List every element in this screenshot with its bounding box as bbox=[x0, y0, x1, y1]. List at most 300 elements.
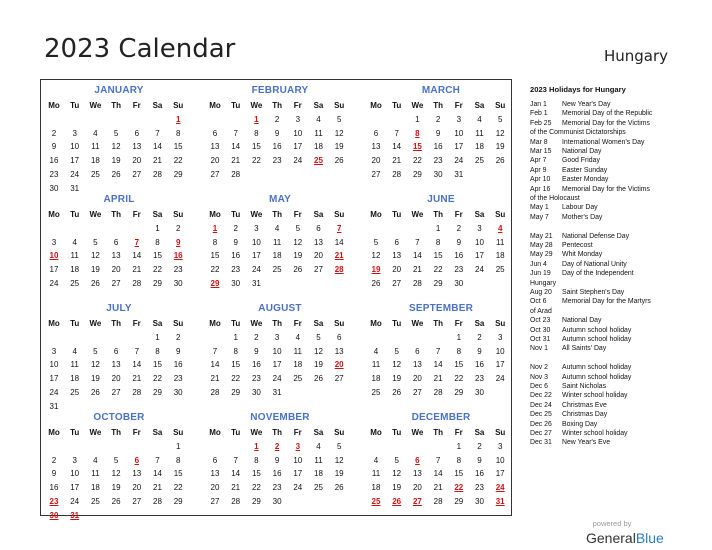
day-cell: 20 bbox=[132, 156, 142, 166]
day-cell: 2 bbox=[435, 115, 441, 124]
day-cell: 3 bbox=[295, 115, 301, 124]
day-cell: 5 bbox=[394, 346, 399, 356]
holiday-name: Memorial Day for the Victims bbox=[562, 185, 650, 193]
day-cell: 10 bbox=[293, 128, 303, 138]
weekday-header: Tu bbox=[392, 319, 402, 328]
day-cell: 5 bbox=[336, 115, 342, 124]
day-cell: 15 bbox=[173, 142, 183, 152]
day-cell: 7 bbox=[415, 237, 420, 247]
holiday-name: International Women's Day bbox=[562, 138, 645, 146]
day-cell: 19 bbox=[90, 374, 100, 384]
day-cell: 23 bbox=[454, 265, 464, 275]
day-cell: 17 bbox=[293, 142, 303, 152]
weekday-header: Fr bbox=[454, 101, 463, 110]
day-cell: 22 bbox=[251, 156, 261, 166]
day-cell: 24 bbox=[251, 265, 261, 275]
day-cell: 22 bbox=[173, 156, 183, 166]
day-cell: 8 bbox=[456, 346, 462, 356]
day-cell: 16 bbox=[272, 469, 282, 479]
day-cell: 4 bbox=[72, 237, 77, 247]
day-cell: 2 bbox=[175, 333, 181, 342]
weekday-header: Mo bbox=[48, 210, 60, 219]
day-cell: 3 bbox=[51, 237, 57, 247]
month-name: MAY bbox=[269, 194, 291, 205]
day-cell: 16 bbox=[49, 156, 59, 166]
holiday-date: May 7 bbox=[530, 213, 549, 221]
day-cell: 26 bbox=[334, 156, 344, 166]
holiday-name: Winter school holiday bbox=[562, 392, 628, 400]
day-cell: 13 bbox=[314, 237, 323, 247]
day-cell: 1 bbox=[456, 333, 462, 342]
day-cell: 19 bbox=[334, 142, 344, 152]
day-cell: 15 bbox=[231, 360, 241, 370]
day-cell: 7 bbox=[435, 346, 441, 356]
day-cell: 27 bbox=[412, 387, 422, 397]
day-cell: 1 bbox=[155, 224, 160, 233]
holiday-date: May 28 bbox=[530, 242, 553, 250]
holiday-day: 16 bbox=[173, 251, 183, 261]
day-cell: 5 bbox=[394, 455, 399, 465]
day-cell: 3 bbox=[254, 224, 259, 233]
weekday-header: Tu bbox=[392, 428, 402, 437]
weekday-header: Fr bbox=[454, 319, 463, 328]
brand-blue: Blue bbox=[635, 530, 664, 546]
day-cell: 11 bbox=[496, 237, 505, 247]
day-cell: 9 bbox=[254, 346, 259, 356]
day-cell: 27 bbox=[210, 496, 220, 506]
day-cell: 11 bbox=[70, 251, 79, 261]
day-cell: 26 bbox=[111, 496, 121, 506]
day-cell: 17 bbox=[49, 374, 59, 384]
weekday-header: Sa bbox=[474, 428, 485, 437]
day-cell: 19 bbox=[495, 142, 505, 152]
weekday-header: Tu bbox=[231, 428, 241, 437]
day-cell: 26 bbox=[90, 278, 100, 288]
day-cell: 9 bbox=[477, 455, 482, 465]
day-cell: 1 bbox=[435, 224, 441, 233]
day-cell: 26 bbox=[90, 387, 100, 397]
day-cell: 31 bbox=[251, 278, 261, 288]
holiday-date: Jan 1 bbox=[530, 101, 547, 109]
day-cell: 16 bbox=[433, 142, 443, 152]
weekday-header: Sa bbox=[313, 210, 324, 219]
day-cell: 15 bbox=[454, 360, 464, 370]
brand-name bbox=[586, 530, 664, 546]
holiday-day: 25 bbox=[371, 496, 381, 506]
day-cell: 2 bbox=[274, 115, 280, 124]
day-cell: 27 bbox=[210, 169, 220, 179]
day-cell: 25 bbox=[70, 387, 80, 397]
holiday-name: Good Friday bbox=[562, 157, 600, 165]
weekday-header: Fr bbox=[454, 210, 463, 219]
day-cell: 19 bbox=[334, 469, 344, 479]
holiday-day: 27 bbox=[412, 496, 422, 506]
weekday-header: Su bbox=[334, 210, 345, 219]
day-cell: 19 bbox=[392, 483, 402, 493]
holiday-date: Apr 16 bbox=[530, 185, 551, 193]
day-cell: 15 bbox=[153, 360, 162, 370]
holiday-name: Memorial Day of the Republic bbox=[562, 110, 653, 118]
holiday-name: National Day bbox=[562, 317, 602, 325]
holiday-name: Day of the Independent bbox=[562, 270, 634, 278]
day-cell: 26 bbox=[371, 278, 381, 288]
weekday-header: We bbox=[411, 428, 424, 437]
weekday-header: We bbox=[89, 428, 102, 437]
day-cell: 18 bbox=[314, 469, 323, 479]
weekday-header: We bbox=[411, 101, 424, 110]
day-cell: 23 bbox=[251, 374, 261, 384]
day-cell: 3 bbox=[72, 128, 77, 138]
day-cell: 15 bbox=[210, 251, 220, 261]
month-name: MARCH bbox=[421, 85, 461, 96]
month-name: APRIL bbox=[103, 194, 135, 205]
holiday-name: Christmas Eve bbox=[562, 401, 607, 409]
day-cell: 12 bbox=[392, 469, 402, 479]
day-cell: 7 bbox=[212, 346, 218, 356]
holiday-name-continued: Hungary bbox=[530, 279, 557, 287]
day-cell: 14 bbox=[392, 142, 402, 152]
day-cell: 22 bbox=[153, 265, 162, 275]
day-cell: 7 bbox=[134, 346, 140, 356]
holiday-name: Pentecost bbox=[562, 242, 593, 250]
holiday-day: 7 bbox=[336, 224, 342, 233]
day-cell: 29 bbox=[433, 278, 443, 288]
day-cell: 18 bbox=[314, 142, 323, 152]
day-cell: 18 bbox=[70, 265, 80, 275]
day-cell: 5 bbox=[93, 346, 98, 356]
day-cell: 21 bbox=[412, 265, 422, 275]
day-cell: 13 bbox=[132, 469, 142, 479]
day-cell: 10 bbox=[251, 237, 261, 247]
weekday-header: Mo bbox=[209, 210, 221, 219]
day-cell: 22 bbox=[173, 483, 183, 493]
day-cell: 8 bbox=[435, 237, 441, 247]
day-cell: 3 bbox=[497, 333, 503, 342]
holiday-date: Dec 24 bbox=[530, 401, 552, 409]
day-cell: 9 bbox=[233, 237, 238, 247]
holiday-date: Mar 15 bbox=[530, 148, 552, 156]
day-cell: 29 bbox=[153, 387, 162, 397]
holiday-name: Saint Stephen's Day bbox=[562, 289, 625, 297]
day-cell: 25 bbox=[90, 496, 100, 506]
day-cell: 19 bbox=[90, 265, 100, 275]
day-cell: 19 bbox=[111, 156, 121, 166]
day-cell: 24 bbox=[495, 374, 505, 384]
weekday-header: We bbox=[89, 210, 102, 219]
day-cell: 3 bbox=[72, 455, 77, 465]
day-cell: 13 bbox=[334, 346, 344, 356]
day-cell: 5 bbox=[497, 115, 503, 124]
day-cell: 24 bbox=[70, 169, 80, 179]
day-cell: 12 bbox=[90, 360, 100, 370]
day-cell: 28 bbox=[132, 278, 142, 288]
day-cell: 9 bbox=[456, 237, 462, 247]
month-name: FEBRUARY bbox=[251, 85, 309, 96]
holiday-name: Christmas Day bbox=[562, 411, 608, 419]
day-cell: 25 bbox=[371, 387, 381, 397]
day-cell: 9 bbox=[175, 346, 181, 356]
day-cell: 4 bbox=[316, 442, 321, 451]
day-cell: 23 bbox=[49, 169, 59, 179]
day-cell: 20 bbox=[371, 156, 381, 166]
day-cell: 13 bbox=[412, 360, 422, 370]
holiday-day: 28 bbox=[334, 265, 344, 275]
holiday-day: 22 bbox=[454, 483, 464, 493]
holidays-title: 2023 Holidays for Hungary bbox=[530, 85, 626, 94]
weekday-header: Fr bbox=[132, 101, 141, 110]
holiday-day: 10 bbox=[49, 251, 59, 261]
day-cell: 17 bbox=[251, 251, 261, 261]
holiday-date: May 1 bbox=[530, 204, 549, 212]
holiday-name: Whit Monday bbox=[562, 251, 603, 259]
day-cell: 9 bbox=[51, 469, 57, 479]
month-name: DECEMBER bbox=[411, 412, 471, 423]
day-cell: 6 bbox=[113, 237, 119, 247]
weekday-header: Sa bbox=[474, 319, 485, 328]
day-cell: 4 bbox=[93, 455, 98, 465]
weekday-header: Sa bbox=[313, 428, 324, 437]
day-cell: 14 bbox=[433, 469, 443, 479]
day-cell: 7 bbox=[394, 128, 399, 138]
day-cell: 17 bbox=[454, 142, 464, 152]
day-cell: 12 bbox=[90, 251, 100, 261]
day-cell: 10 bbox=[272, 346, 282, 356]
day-cell: 9 bbox=[274, 128, 280, 138]
day-cell: 11 bbox=[371, 360, 381, 370]
day-cell: 17 bbox=[495, 360, 505, 370]
day-cell: 14 bbox=[132, 251, 142, 261]
holiday-name: New Year's Day bbox=[562, 101, 611, 109]
day-cell: 29 bbox=[251, 496, 261, 506]
day-cell: 24 bbox=[454, 156, 464, 166]
day-cell: 13 bbox=[210, 142, 220, 152]
weekday-header: Th bbox=[272, 319, 282, 328]
holiday-name: Autumn school holiday bbox=[562, 364, 632, 372]
day-cell: 5 bbox=[113, 128, 119, 138]
day-cell: 18 bbox=[371, 483, 381, 493]
day-cell: 22 bbox=[231, 374, 241, 384]
day-cell: 27 bbox=[371, 169, 381, 179]
day-cell: 5 bbox=[113, 455, 119, 465]
day-cell: 29 bbox=[454, 496, 464, 506]
day-cell: 24 bbox=[70, 496, 80, 506]
holiday-name: Boxing Day bbox=[562, 420, 598, 428]
day-cell: 28 bbox=[231, 496, 241, 506]
weekday-header: Su bbox=[334, 319, 345, 328]
day-cell: 13 bbox=[412, 469, 422, 479]
holiday-day: 2 bbox=[274, 442, 280, 451]
day-cell: 18 bbox=[475, 142, 484, 152]
holiday-date: Dec 22 bbox=[530, 392, 552, 400]
day-cell: 17 bbox=[272, 360, 282, 370]
day-cell: 8 bbox=[155, 346, 160, 356]
day-cell: 4 bbox=[373, 346, 379, 356]
day-cell: 15 bbox=[251, 469, 261, 479]
day-cell: 16 bbox=[173, 360, 183, 370]
weekday-header: Sa bbox=[474, 210, 485, 219]
day-cell: 8 bbox=[254, 455, 259, 465]
holiday-day: 1 bbox=[254, 115, 259, 124]
day-cell: 21 bbox=[153, 483, 162, 493]
day-cell: 6 bbox=[336, 333, 342, 342]
brand-general: General bbox=[586, 530, 636, 546]
day-cell: 6 bbox=[373, 128, 379, 138]
weekday-header: We bbox=[89, 319, 102, 328]
day-cell: 31 bbox=[70, 183, 80, 193]
holiday-day: 1 bbox=[175, 115, 181, 124]
holiday-name: Autumn school holiday bbox=[562, 326, 632, 334]
weekday-header: Th bbox=[433, 210, 443, 219]
weekday-header: Th bbox=[111, 210, 121, 219]
day-cell: 14 bbox=[153, 142, 162, 152]
day-cell: 20 bbox=[210, 156, 220, 166]
day-cell: 6 bbox=[134, 128, 140, 138]
holiday-name: Memorial Day for the Martyrs bbox=[562, 298, 651, 306]
day-cell: 16 bbox=[454, 251, 464, 261]
day-cell: 22 bbox=[412, 156, 422, 166]
day-cell: 11 bbox=[314, 455, 323, 465]
weekday-header: Su bbox=[495, 210, 506, 219]
day-cell: 28 bbox=[392, 169, 402, 179]
day-cell: 25 bbox=[495, 265, 505, 275]
day-cell: 6 bbox=[316, 224, 321, 233]
day-cell: 19 bbox=[111, 483, 121, 493]
day-cell: 29 bbox=[173, 496, 183, 506]
day-cell: 26 bbox=[392, 387, 402, 397]
calendar-grid bbox=[40, 79, 512, 520]
day-cell: 20 bbox=[412, 374, 422, 384]
weekday-header: Tu bbox=[70, 210, 80, 219]
holiday-name: Labour Day bbox=[562, 204, 598, 212]
weekday-header: Sa bbox=[152, 101, 163, 110]
day-cell: 23 bbox=[173, 265, 183, 275]
day-cell: 30 bbox=[49, 183, 59, 193]
day-cell: 12 bbox=[495, 128, 505, 138]
day-cell: 28 bbox=[433, 496, 443, 506]
holiday-name: Autumn school holiday bbox=[562, 373, 632, 381]
day-cell: 11 bbox=[293, 346, 302, 356]
holiday-name: All Saints' Day bbox=[562, 345, 607, 353]
day-cell: 6 bbox=[415, 346, 420, 356]
day-cell: 11 bbox=[70, 360, 79, 370]
day-cell: 12 bbox=[334, 455, 344, 465]
weekday-header: Fr bbox=[132, 210, 141, 219]
day-cell: 5 bbox=[373, 237, 379, 247]
weekday-header: Sa bbox=[313, 101, 324, 110]
weekday-header: Mo bbox=[48, 319, 60, 328]
day-cell: 19 bbox=[392, 374, 402, 384]
day-cell: 8 bbox=[175, 128, 181, 138]
weekday-header: Tu bbox=[231, 210, 241, 219]
day-cell: 23 bbox=[433, 156, 443, 166]
day-cell: 29 bbox=[173, 169, 183, 179]
day-cell: 7 bbox=[155, 128, 160, 138]
day-cell: 13 bbox=[111, 360, 121, 370]
day-cell: 17 bbox=[293, 469, 303, 479]
weekday-header: Su bbox=[334, 101, 345, 110]
day-cell: 30 bbox=[433, 169, 443, 179]
day-cell: 11 bbox=[91, 142, 100, 152]
day-cell: 30 bbox=[173, 278, 183, 288]
weekday-header: Sa bbox=[152, 319, 163, 328]
day-cell: 15 bbox=[433, 251, 443, 261]
holiday-name-continued: of the Holocaust bbox=[530, 195, 580, 203]
weekday-header: We bbox=[89, 101, 102, 110]
day-cell: 14 bbox=[132, 360, 142, 370]
day-cell: 28 bbox=[153, 496, 162, 506]
holiday-date: Apr 9 bbox=[530, 166, 547, 174]
weekday-header: Th bbox=[433, 319, 443, 328]
day-cell: 6 bbox=[212, 455, 218, 465]
weekday-header: Fr bbox=[132, 428, 141, 437]
weekday-header: Th bbox=[111, 101, 121, 110]
weekday-header: Mo bbox=[48, 101, 60, 110]
day-cell: 29 bbox=[231, 387, 241, 397]
weekday-header: We bbox=[411, 319, 424, 328]
weekday-header: Fr bbox=[293, 428, 302, 437]
day-cell: 24 bbox=[49, 278, 59, 288]
holiday-date: Mar 8 bbox=[530, 138, 548, 146]
month-name: SEPTEMBER bbox=[408, 303, 474, 314]
day-cell: 4 bbox=[274, 224, 280, 233]
day-cell: 13 bbox=[111, 251, 121, 261]
day-cell: 18 bbox=[495, 251, 505, 261]
weekday-header: Tu bbox=[231, 101, 241, 110]
day-cell: 11 bbox=[314, 128, 323, 138]
day-cell: 29 bbox=[454, 387, 464, 397]
weekday-header: Th bbox=[111, 319, 121, 328]
day-cell: 30 bbox=[231, 278, 241, 288]
day-cell: 23 bbox=[272, 483, 282, 493]
weekday-header: Tu bbox=[392, 101, 402, 110]
weekday-header: Sa bbox=[474, 101, 485, 110]
day-cell: 22 bbox=[251, 483, 261, 493]
day-cell: 21 bbox=[132, 265, 142, 275]
day-cell: 30 bbox=[475, 496, 484, 506]
day-cell: 21 bbox=[433, 483, 443, 493]
day-cell: 29 bbox=[412, 169, 422, 179]
holiday-date: Oct 6 bbox=[530, 298, 547, 306]
holiday-day: 31 bbox=[495, 496, 505, 506]
day-cell: 31 bbox=[49, 401, 59, 411]
weekday-header: Mo bbox=[370, 101, 382, 110]
day-cell: 18 bbox=[272, 251, 282, 261]
month-name: OCTOBER bbox=[93, 412, 145, 423]
day-cell: 6 bbox=[394, 237, 399, 247]
holiday-day: 24 bbox=[495, 483, 505, 493]
day-cell: 20 bbox=[132, 483, 142, 493]
holiday-date: Apr 7 bbox=[530, 157, 547, 165]
day-cell: 15 bbox=[173, 469, 183, 479]
weekday-header: We bbox=[250, 428, 263, 437]
day-cell: 3 bbox=[456, 115, 462, 124]
day-cell: 30 bbox=[173, 387, 183, 397]
holiday-date: Jun 4 bbox=[530, 260, 547, 268]
holiday-name-continued: of the Communist Dictatorships bbox=[530, 129, 626, 137]
day-cell: 16 bbox=[49, 483, 59, 493]
holiday-day: 4 bbox=[497, 224, 503, 233]
day-cell: 14 bbox=[153, 469, 162, 479]
holiday-day: 31 bbox=[70, 510, 80, 520]
holiday-date: Dec 27 bbox=[530, 430, 552, 438]
day-cell: 8 bbox=[212, 237, 218, 247]
holiday-date: Feb 25 bbox=[530, 119, 552, 127]
holiday-date: Jun 19 bbox=[530, 270, 551, 278]
holiday-date: Oct 23 bbox=[530, 317, 551, 325]
day-cell: 14 bbox=[231, 469, 241, 479]
day-cell: 13 bbox=[371, 142, 381, 152]
day-cell: 27 bbox=[314, 265, 323, 275]
